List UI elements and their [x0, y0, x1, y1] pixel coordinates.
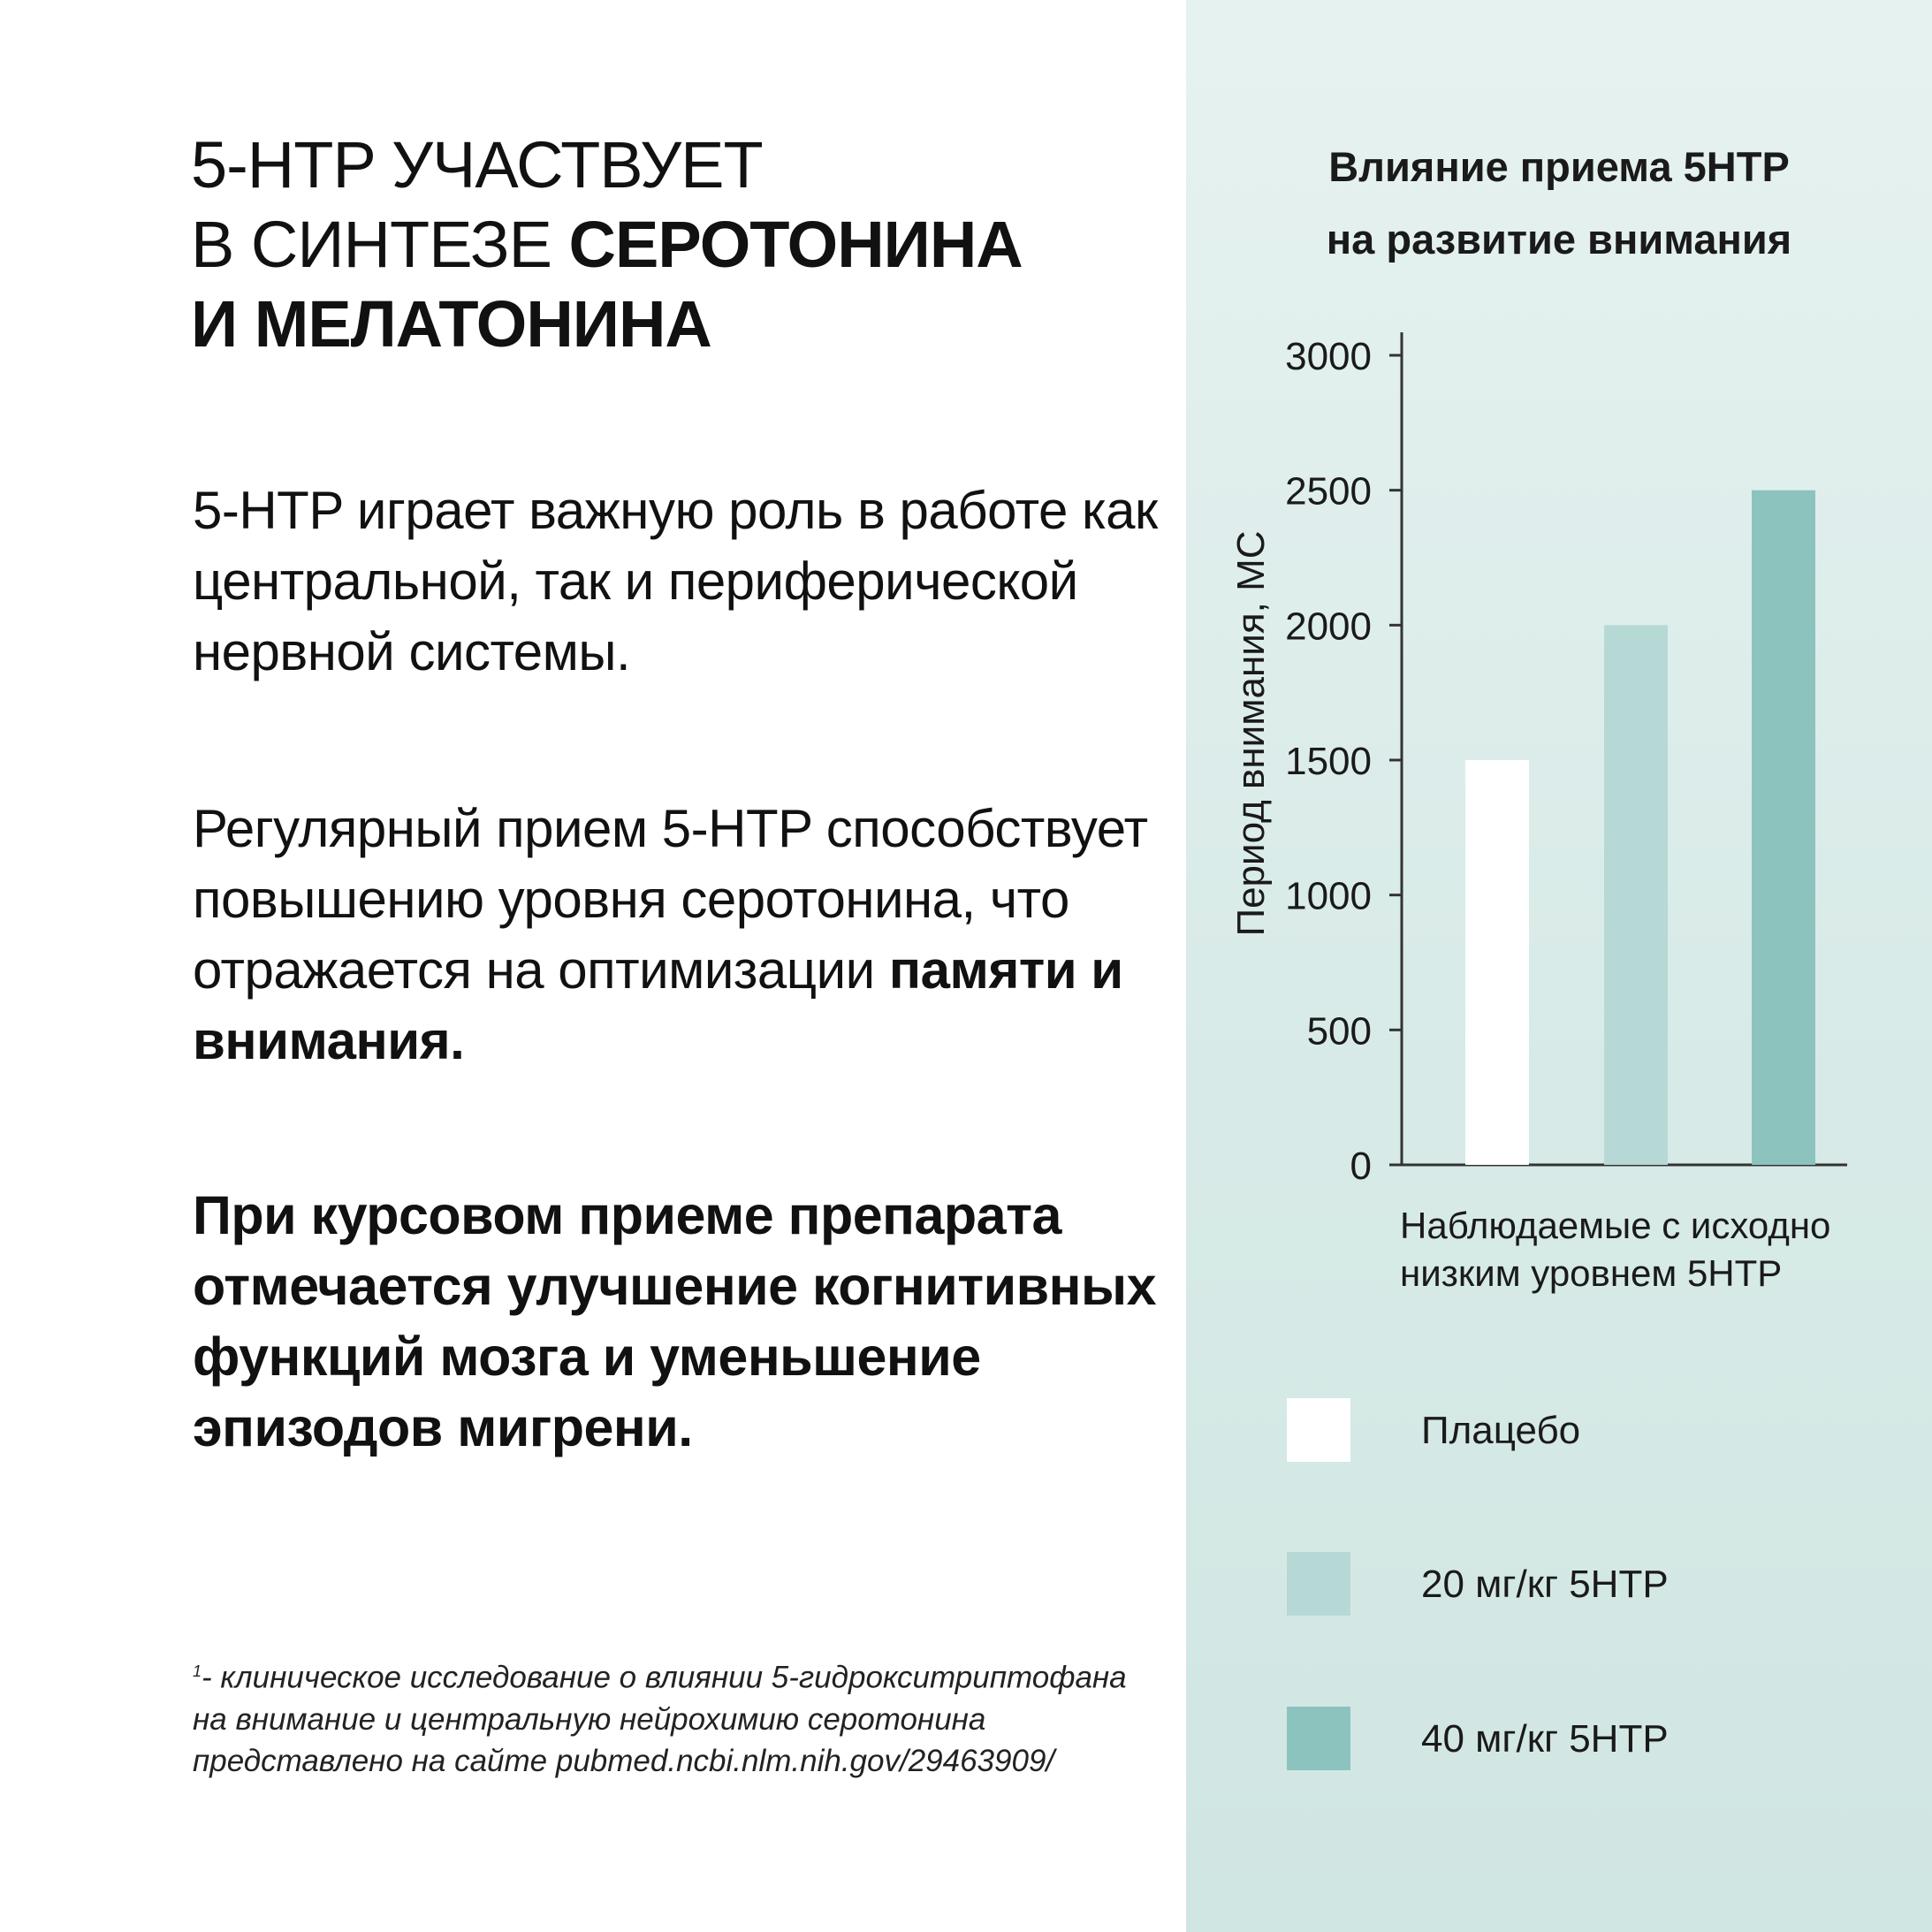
bar — [1752, 491, 1815, 1165]
legend-swatch — [1287, 1398, 1350, 1462]
chart-title-line2: на развитие внимания — [1326, 216, 1792, 262]
y-tick-label: 1500 — [1285, 740, 1372, 783]
bar-chart — [1186, 0, 1932, 1237]
y-tick-label: 0 — [1350, 1145, 1372, 1188]
paragraph-regular-intake-text: Регулярный прием 5-HTP способствует повышению уровня серотонина, что отражается на оптимизации — [193, 799, 1148, 1000]
legend-item — [1287, 1707, 1905, 1772]
legend-swatch — [1287, 1552, 1350, 1616]
legend-label: 20 мг/кг 5HTP — [1421, 1563, 1669, 1606]
legend-swatch — [1287, 1707, 1350, 1770]
paragraph-course-intake: При курсовом приеме препарата отмечается улучшение когнитивных функций мозга и уменьшение эпизодов мигрени. — [193, 1185, 1157, 1457]
headline-line2-bold: СЕРОТОНИНА — [568, 208, 1023, 281]
y-tick-label: 2000 — [1285, 605, 1372, 649]
legend-label: 40 мг/кг 5HTP — [1421, 1717, 1669, 1761]
bar — [1465, 760, 1529, 1165]
paragraph-regular-intake-bold: памяти и внимания. — [193, 940, 1123, 1070]
paragraph-role: 5-HTP играет важную роль в работе как центральной, так и периферической нервной системы. — [193, 481, 1158, 681]
y-tick-label: 1000 — [1285, 874, 1372, 918]
bar — [1604, 625, 1668, 1165]
paragraph-regular-intake — [193, 794, 1165, 1076]
y-tick-label: 500 — [1306, 1009, 1372, 1053]
headline-line2: В СИНТЕЗЕ — [191, 208, 569, 281]
y-tick-label: 3000 — [1285, 335, 1372, 378]
legend-item — [1287, 1552, 1905, 1617]
footnote — [193, 1651, 1165, 1782]
chart-title-line1: Влияние приема 5HTP — [1328, 143, 1790, 190]
y-tick-label: 2500 — [1285, 469, 1372, 513]
footnote-text: - клиническое исследование о влиянии 5-гидрокситриптофана на внимание и центральную нейрохимию серотонина представлено на сайте pubmed.ncbi.nlm.nih.gov/29463909/ — [193, 1660, 1127, 1778]
y-axis-label: Период внимания, МС — [1229, 530, 1273, 937]
legend-label: Плацебо — [1421, 1409, 1581, 1452]
headline — [191, 126, 1163, 364]
headline-line1: 5-HTP УЧАСТВУЕТ — [191, 128, 763, 202]
chart-x-axis-label: Наблюдаемые с исходно низким уровнем 5HTP — [1400, 1205, 1831, 1294]
footnote-marker: 1 — [193, 1662, 202, 1680]
headline-line3: И МЕЛАТОНИНА — [191, 287, 711, 361]
legend-item — [1287, 1398, 1905, 1464]
